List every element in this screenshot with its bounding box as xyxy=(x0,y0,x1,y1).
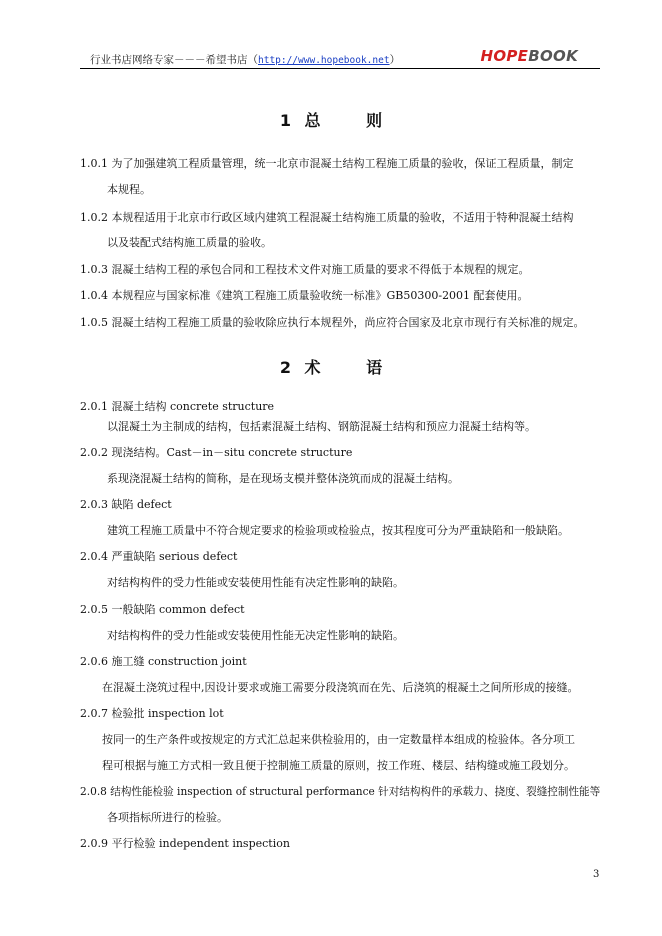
term-2-0-4: 2.0.4 严重缺陷 serious defect xyxy=(80,550,238,563)
page-number: 3 xyxy=(593,869,600,880)
logo-book: BOOK xyxy=(528,47,578,65)
header-paren: ） xyxy=(389,54,401,66)
header-publisher: 行业书店网络专家－－－希望书店（ xyxy=(90,54,258,66)
clause-1-0-1: 1.0.1 为了加强建筑工程质量管理，统一北京市混凝土结构工程施工质量的验收，保证工程质量，制定 xyxy=(80,157,574,170)
term-2-0-9: 2.0.9 平行检验 independent inspection xyxy=(80,837,290,850)
clause-1-0-1-cont: 本规程。 xyxy=(107,183,151,196)
term-2-0-2-def: 系现浇混凝土结构的简称，是在现场支模并整体浇筑而成的混凝土结构。 xyxy=(107,472,459,485)
section2-title-a: 术 xyxy=(304,358,321,377)
term-2-0-7-def: 按同一的生产条件或按规定的方式汇总起来供检验用的，由一定数量样本组成的检验体。各分项工 xyxy=(102,733,575,746)
term-2-0-1-def: 以混凝土为主制成的结构，包括素混凝土结构、钢筋混凝土结构和预应力混凝土结构等。 xyxy=(107,420,536,433)
term-2-0-6: 2.0.6 施工缝 construction joint xyxy=(80,655,247,668)
term-2-0-8-cont: 各项指标所进行的检验。 xyxy=(107,811,228,824)
hopebook-logo xyxy=(480,47,578,65)
header-link[interactable]: http://www.hopebook.net xyxy=(258,55,390,66)
clause-1-0-4: 1.0.4 本规程应与国家标准《建筑工程施工质量验收统一标准》GB50300-2001 配套使用。 xyxy=(80,289,529,302)
term-2-0-3-def: 建筑工程施工质量中不符合规定要求的检验项或检验点，按其程度可分为严重缺陷和一般缺陷。 xyxy=(107,524,569,537)
term-2-0-8: 2.0.8 结构性能检验 inspection of structural performance 针对结构构件的承载力、挠度、裂缝控制性能等 xyxy=(80,785,601,798)
clause-1-0-5: 1.0.5 混凝土结构工程施工质量的验收除应执行本规程外，尚应符合国家及北京市现行有关标准的规定。 xyxy=(80,316,585,329)
logo-hope: HOPE xyxy=(480,47,529,65)
section2-title xyxy=(0,355,662,378)
term-2-0-7: 2.0.7 检验批 inspection lot xyxy=(80,707,224,720)
term-2-0-7-def-cont: 程可根据与施工方式相一致且便于控制施工质量的原则，按工作班、楼层、结构缝或施工段划分。 xyxy=(102,759,575,772)
section2-number: 2 xyxy=(279,358,291,377)
term-2-0-1: 2.0.1 混凝土结构 concrete structure xyxy=(80,400,275,413)
header-text xyxy=(90,52,400,67)
term-2-0-3: 2.0.3 缺陷 defect xyxy=(80,498,172,511)
term-2-0-5: 2.0.5 一般缺陷 common defect xyxy=(80,603,245,616)
page-header xyxy=(80,48,600,68)
section1-title-a: 总 xyxy=(304,111,321,130)
clause-1-0-2: 1.0.2 本规程适用于北京市行政区域内建筑工程混凝土结构施工质量的验收，不适用于特种混凝土结构 xyxy=(80,211,574,224)
section1-number: 1 xyxy=(279,111,291,130)
term-2-0-2: 2.0.2 现浇结构。Cast－in－situ concrete structure xyxy=(80,446,353,459)
clause-1-0-3: 1.0.3 混凝土结构工程的承包合同和工程技术文件对施工质量的要求不得低于本规程的规定。 xyxy=(80,263,530,276)
term-2-0-5-def: 对结构构件的受力性能或安装使用性能无决定性影响的缺陷。 xyxy=(107,629,404,642)
term-2-0-6-def: 在混凝土浇筑过程中,因设计要求或施工需要分段浇筑而在先、后浇筑的棍凝土之间所形成的接缝。 xyxy=(102,681,579,694)
clause-1-0-2-cont: 以及装配式结构施工质量的验收。 xyxy=(107,236,272,249)
section1-title-b: 则 xyxy=(366,111,383,130)
header-rule xyxy=(80,68,600,69)
section1-title xyxy=(0,108,662,131)
term-2-0-4-def: 对结构构件的受力性能或安装使用性能有决定性影响的缺陷。 xyxy=(107,576,404,589)
section2-title-b: 语 xyxy=(366,358,383,377)
